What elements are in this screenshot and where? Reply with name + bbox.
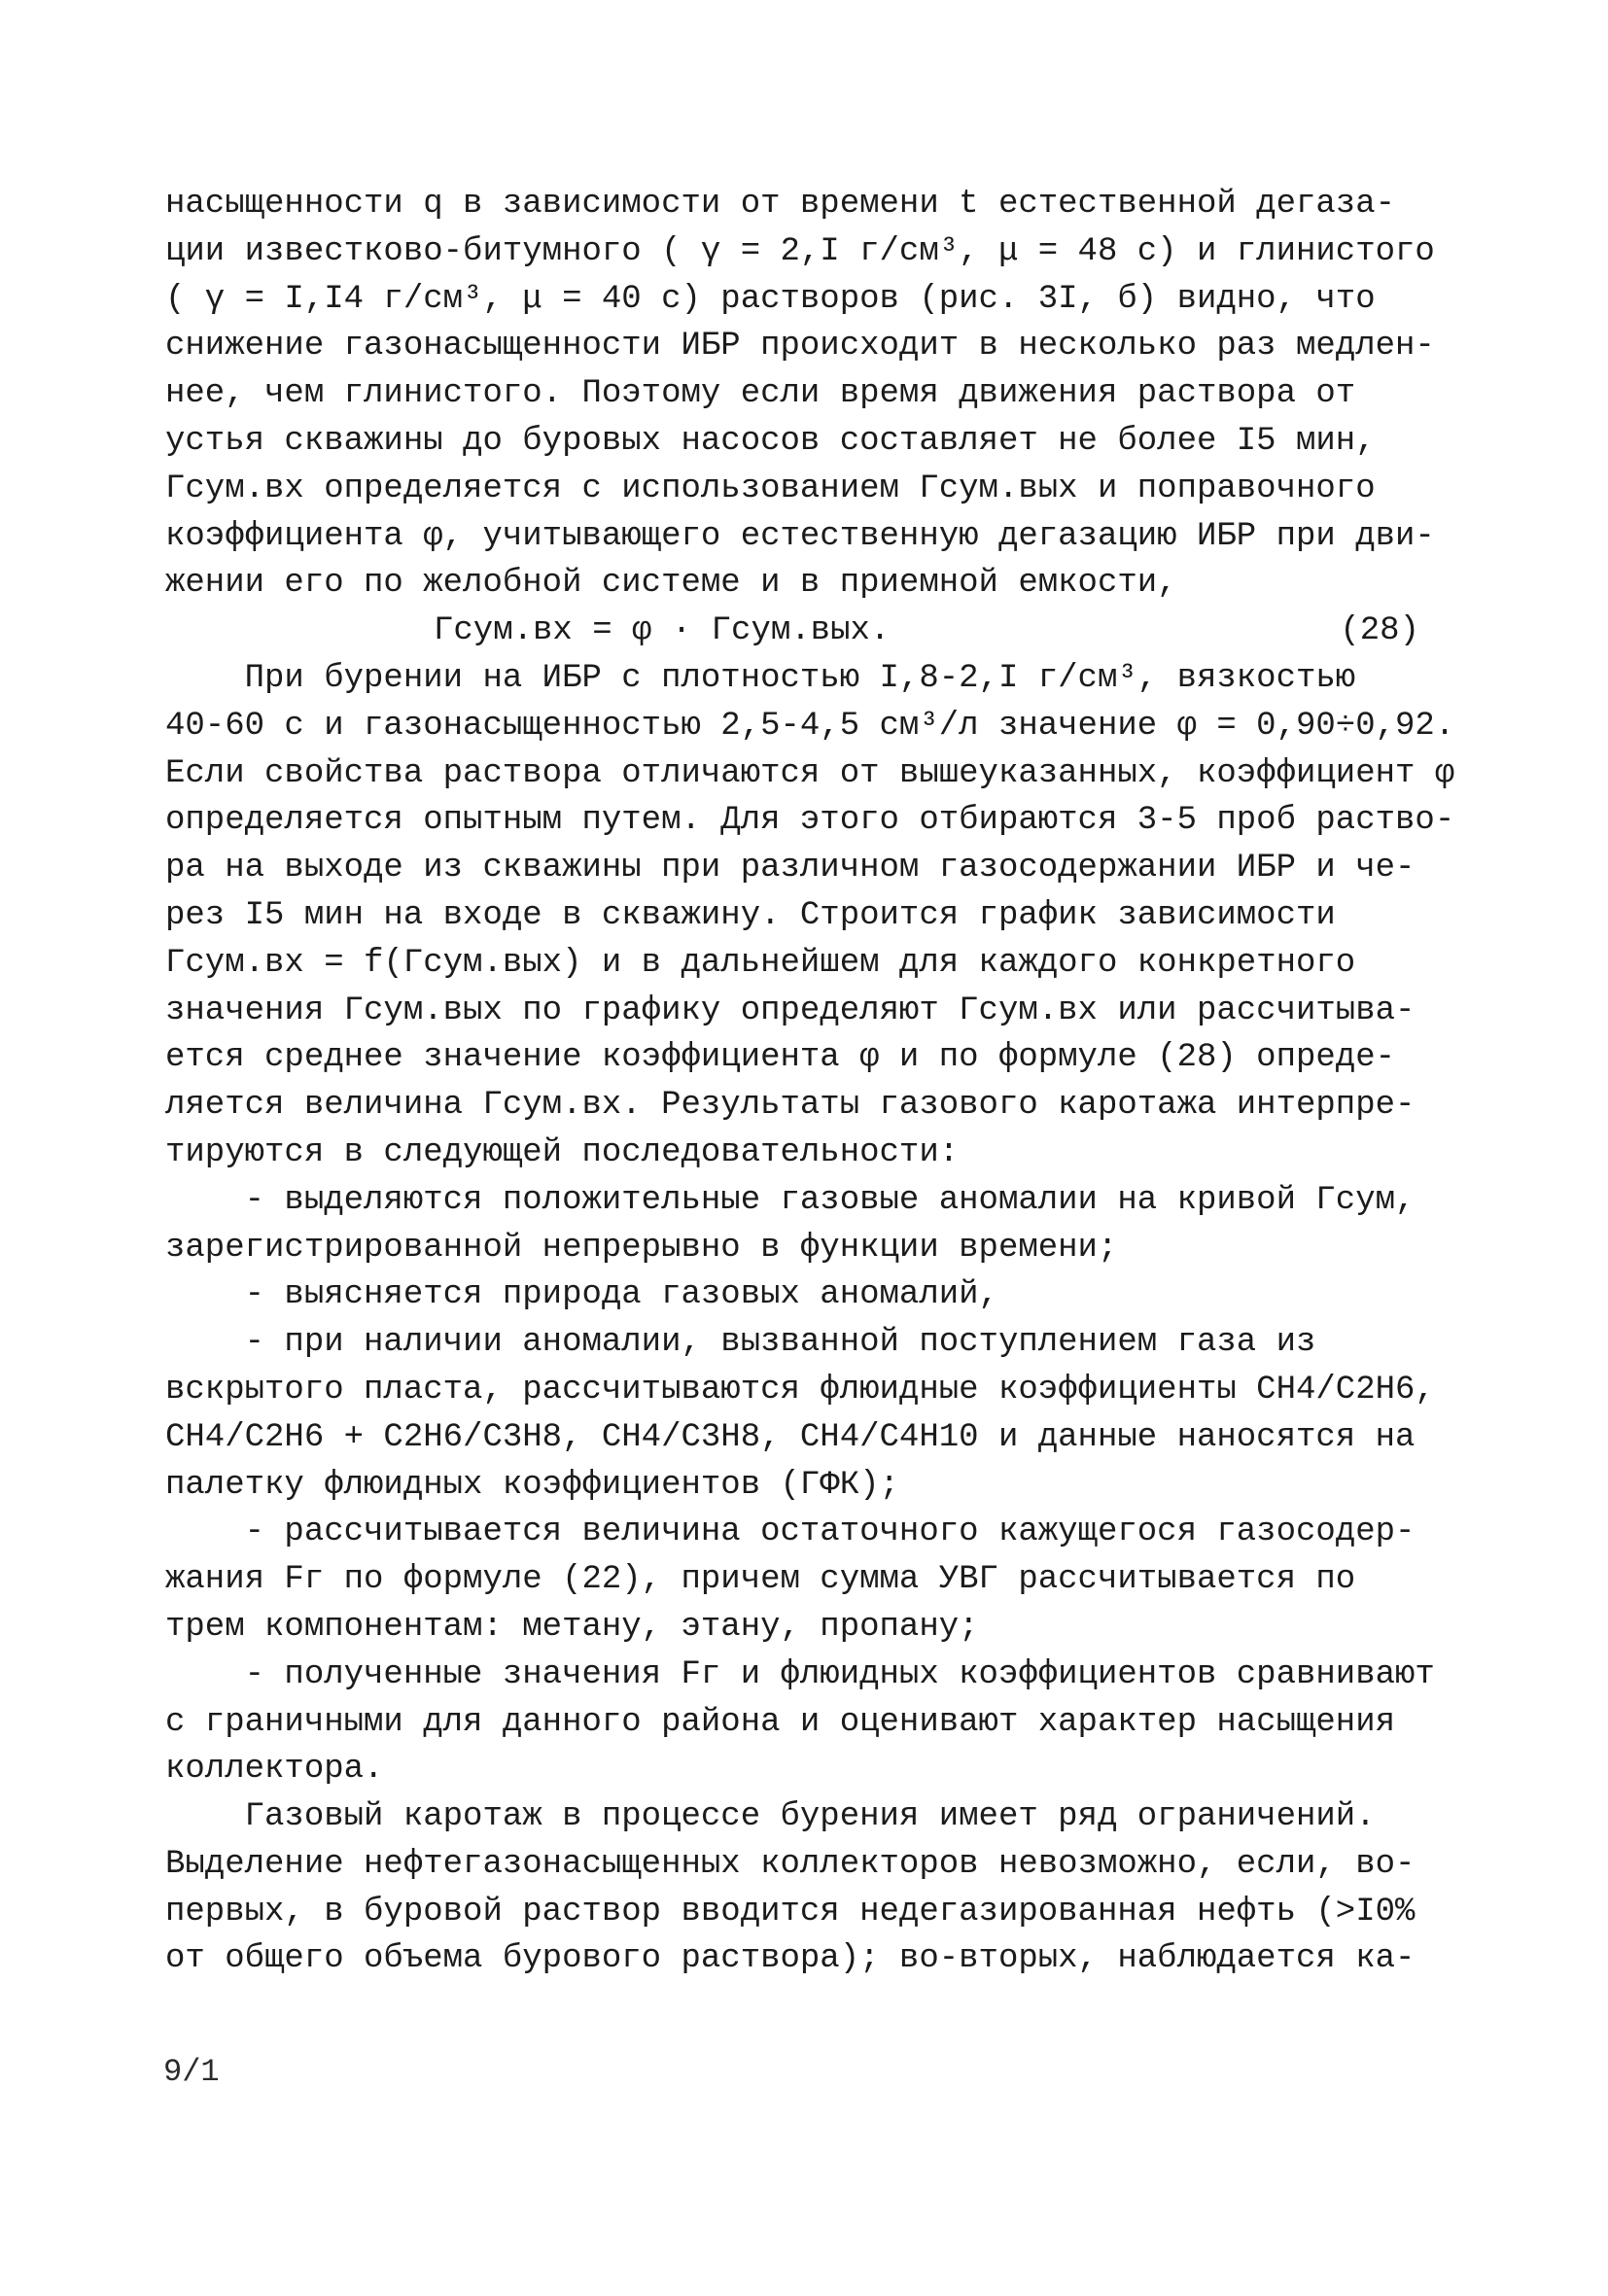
text-line: трем компонентам: метану, этану, пропану; xyxy=(165,1608,979,1646)
text-line: 40-60 с и газонасыщенностью 2,5-4,5 см³/л значение φ = 0,90÷0,92. xyxy=(165,707,1455,745)
text-line: значения Гсум.вых по графику определяют Гсум.вх или рассчитыва- xyxy=(165,991,1416,1029)
text-line: нее, чем глинистого. Поэтому если время движения раствора от xyxy=(165,375,1356,413)
text-line: Выделение нефтегазонасыщенных коллекторов невозможно, если, во- xyxy=(165,1845,1416,1883)
text-line: - выясняется природа газовых аномалий, xyxy=(165,1276,998,1314)
text-line: - рассчитывается величина остаточного кажущегося газосодер- xyxy=(165,1513,1416,1551)
text-line: снижение газонасыщенности ИБР происходит в несколько раз медлен- xyxy=(165,328,1435,365)
text-line: Газовый каротаж в процессе бурения имеет ряд ограничений. xyxy=(165,1798,1376,1836)
text-line: зарегистрированной непрерывно в функции времени; xyxy=(165,1229,1118,1267)
text-line: палетку флюидных коэффициентов (ГФК); xyxy=(165,1466,899,1504)
text-line: определяется опытным путем. Для этого отбираются 3-5 проб раство- xyxy=(165,802,1455,840)
text-line: жении его по желобной системе и в приемной емкости, xyxy=(165,565,1177,603)
formula-row xyxy=(165,608,1429,655)
text-line: ра на выходе из скважины при различном газосодержании ИБР и че- xyxy=(165,850,1416,887)
formula-expression: Гсум.вх = φ · Гсум.вых. xyxy=(434,612,891,650)
page-number: 9/1 xyxy=(163,2054,220,2090)
text-line: вскрытого пласта, рассчитываются флюидные коэффициенты CH4/C2H6, xyxy=(165,1371,1435,1409)
text-line: - при наличии аномалии, вызванной поступлением газа из xyxy=(165,1324,1316,1362)
body-text xyxy=(165,181,1455,1983)
text-line: жания Fг по формуле (22), причем сумма УВГ рассчитывается по xyxy=(165,1561,1356,1599)
text-line: тируются в следующей последовательности: xyxy=(165,1133,960,1171)
text-line: Если свойства раствора отличаются от вышеуказанных, коэффициент φ xyxy=(165,754,1455,792)
text-line: коэффициента φ, учитывающего естественную дегазацию ИБР при дви- xyxy=(165,517,1435,555)
text-line: Гсум.вх определяется с использованием Гсум.вых и поправочного xyxy=(165,470,1376,507)
text-line: от общего объема бурового раствора); во-вторых, наблюдается ка- xyxy=(165,1940,1416,1978)
text-line: коллектора. xyxy=(165,1751,384,1789)
formula-number: (28) xyxy=(1340,612,1419,650)
text-line: насыщенности q в зависимости от времени t естественной дегаза- xyxy=(165,186,1396,223)
text-line: CH4/C2H6 + C2H6/C3H8, CH4/C3H8, CH4/C4H10 и данные наносятся на xyxy=(165,1418,1416,1456)
text-line: с граничными для данного района и оценивают характер насыщения xyxy=(165,1703,1396,1741)
text-line: ляется величина Гсум.вх. Результаты газового каротажа интерпре- xyxy=(165,1087,1416,1125)
text-line: - полученные значения Fг и флюидных коэффициентов сравнивают xyxy=(165,1655,1435,1693)
text-line: - выделяются положительные газовые аномалии на кривой Гсум, xyxy=(165,1181,1416,1219)
text-line: устья скважины до буровых насосов составляет не более I5 мин, xyxy=(165,422,1376,460)
text-line: ( γ = I,I4 г/см³, μ = 40 с) растворов (рис. 3I, б) видно, что xyxy=(165,280,1376,318)
text-line: ции известково-битумного ( γ = 2,I г/см³, μ = 48 с) и глинистого xyxy=(165,232,1435,270)
text-line: первых, в буровой раствор вводится недегазированная нефть (>I0% xyxy=(165,1893,1416,1931)
text-line: рез I5 мин на входе в скважину. Строится график зависимости xyxy=(165,896,1336,934)
text-line: При бурении на ИБР с плотностью I,8-2,I г/см³, вязкостью xyxy=(165,659,1356,697)
text-line: ется среднее значение коэффициента φ и по формуле (28) опреде- xyxy=(165,1039,1396,1077)
text-line: Гсум.вх = f(Гсум.вых) и в дальнейшем для каждого конкретного xyxy=(165,944,1356,982)
